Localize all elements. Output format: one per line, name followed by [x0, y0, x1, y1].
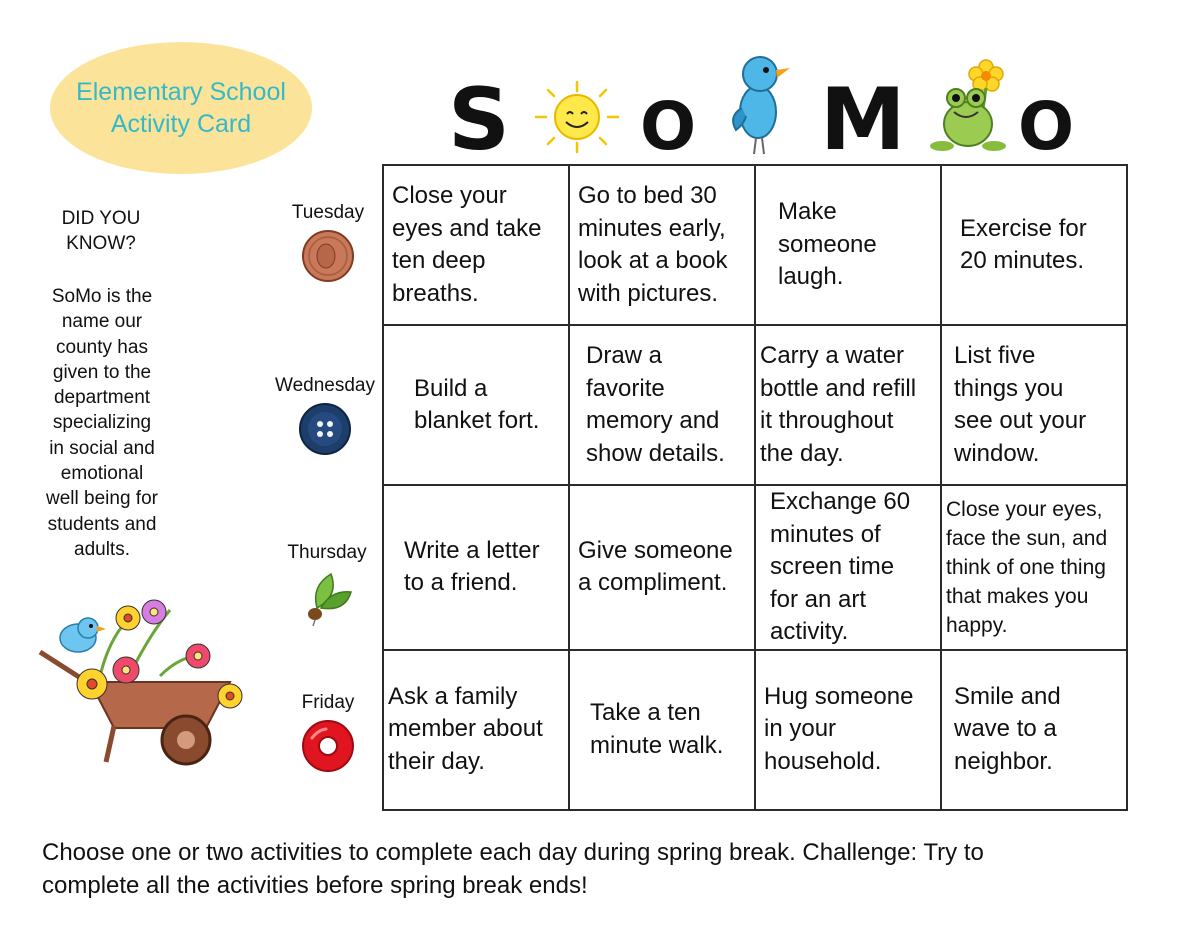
fact-line: given to the [52, 361, 152, 383]
activity-cell [383, 485, 569, 650]
donut-icon [300, 718, 356, 774]
did-you-know-line-1: DID YOU [61, 208, 141, 229]
badge-line-2: Activity Card [110, 110, 252, 138]
activity-line: blanket fort. [414, 407, 540, 434]
activity-line: Close your [392, 182, 507, 209]
activity-line: Write a letter [404, 536, 540, 564]
activity-cell [941, 165, 1127, 325]
activity-line: Give someone [578, 536, 733, 564]
day-label: Tuesday [291, 202, 365, 223]
day-label: Friday [301, 692, 355, 713]
activity-cell [941, 650, 1127, 810]
activity-line: think of one thing [946, 555, 1106, 579]
activity-cell [383, 325, 569, 485]
activity-cell [569, 325, 755, 485]
grid-row-thursday [383, 485, 1127, 650]
title-letter-m: M [820, 70, 906, 170]
activity-cell [755, 485, 941, 650]
fact-line: well being for [46, 488, 158, 510]
activity-line: their day. [388, 747, 485, 775]
frog-icon [930, 58, 1012, 154]
button-icon [297, 401, 353, 457]
fact-line: SoMo is the [51, 286, 153, 307]
title-letter-o: O [1018, 88, 1075, 165]
title-letter-o: O [640, 88, 697, 165]
fact-line: in social and [49, 437, 155, 459]
activity-cell [755, 165, 941, 325]
activity-line: wave to a [954, 715, 1057, 743]
activity-line: 20 minutes. [960, 247, 1085, 274]
activity-cell [941, 485, 1127, 650]
fact-line: specializing [52, 412, 152, 434]
activity-line: Build a [414, 374, 488, 402]
activity-grid [382, 164, 1128, 811]
activity-line: Exercise for [960, 214, 1087, 242]
fact-line: students and [47, 513, 157, 535]
activity-line: Ask a family [388, 682, 518, 710]
activity-cell [383, 165, 569, 325]
day-label-wednesday [270, 375, 380, 463]
day-label-thursday [272, 542, 382, 634]
activity-cell [569, 485, 755, 650]
fact-line: department [53, 387, 151, 409]
activity-line: with pictures. [578, 279, 719, 307]
activity-cell [383, 650, 569, 810]
activity-line: member about [388, 715, 543, 743]
fact-line: county has [56, 336, 148, 358]
footer-line-1: Choose one or two activities to complete each day during spring break. Challenge: Try to [42, 839, 984, 866]
badge-line-1: Elementary School [76, 78, 286, 106]
activity-line: bottle and refill [760, 374, 917, 402]
fact-line: adults. [74, 538, 130, 560]
activity-cell [755, 325, 941, 485]
grid-row-tuesday [383, 165, 1127, 325]
day-label: Thursday [287, 542, 367, 563]
activity-line: neighbor. [954, 747, 1053, 775]
day-label-friday [273, 692, 383, 780]
activity-line: laugh. [778, 263, 844, 291]
grid-row-friday [383, 650, 1127, 810]
activity-cell [755, 650, 941, 810]
title-letter-s: S [448, 70, 510, 170]
fact-line: name our [61, 311, 143, 333]
activity-line: activity. [770, 618, 849, 645]
day-label-tuesday [273, 202, 383, 290]
instructions-footer [42, 836, 1172, 902]
activity-line: someone [778, 230, 877, 258]
activity-line: minutes of [770, 520, 881, 548]
activity-line: Close your eyes, [946, 497, 1103, 521]
did-you-know-line-2: KNOW? [66, 233, 136, 254]
activity-line: a compliment. [578, 569, 728, 597]
activity-line: Make [778, 198, 837, 226]
activity-line: things you [954, 374, 1064, 402]
activity-line: Take a ten [590, 699, 701, 726]
activity-line: Carry a water [760, 342, 905, 369]
fact-line: emotional [60, 463, 144, 485]
title-badge [50, 42, 312, 174]
activity-cell [569, 165, 755, 325]
activity-line: favorite [586, 374, 665, 402]
wheelbarrow-flowers-icon [30, 596, 250, 772]
sun-icon [530, 78, 624, 156]
activity-cell [941, 325, 1127, 485]
activity-line: minutes early, [578, 214, 726, 242]
activity-line: to a friend. [404, 569, 518, 597]
activity-line: minute walk. [590, 731, 724, 759]
activity-line: happy. [946, 613, 1008, 637]
activity-line: household. [764, 747, 882, 775]
activity-line: show details. [586, 439, 725, 467]
activity-line: ten deep [392, 247, 486, 274]
activity-line: Exchange 60 [770, 488, 911, 515]
activity-line: memory and [586, 407, 720, 434]
penny-icon [300, 228, 356, 284]
did-you-know-heading [30, 206, 172, 256]
activity-line: it throughout [760, 407, 894, 434]
activity-line: face the sun, and [946, 526, 1108, 550]
footer-line-2: complete all the activities before spring break ends! [42, 872, 588, 899]
activity-line: eyes and take [392, 214, 542, 242]
day-label: Wednesday [275, 375, 375, 396]
activity-line: Draw a [586, 342, 663, 369]
activity-line: Go to bed 30 [578, 182, 717, 209]
activity-line: in your [764, 715, 837, 743]
activity-line: Smile and [954, 682, 1061, 710]
activity-line: that makes you [946, 584, 1089, 608]
did-you-know-fact [28, 284, 176, 562]
activity-cell [569, 650, 755, 810]
activity-line: screen time [770, 553, 895, 580]
activity-line: List five [954, 342, 1036, 369]
activity-line: look at a book [578, 247, 728, 274]
grid-row-wednesday [383, 325, 1127, 485]
activity-line: see out your [954, 407, 1087, 434]
leaf-icon [299, 566, 355, 628]
activity-line: window. [954, 439, 1040, 467]
activity-line: the day. [760, 439, 844, 467]
activity-line: breaths. [392, 279, 479, 307]
activity-line: for an art [770, 585, 867, 613]
activity-line: Hug someone [764, 682, 914, 710]
bird-icon [718, 50, 798, 160]
